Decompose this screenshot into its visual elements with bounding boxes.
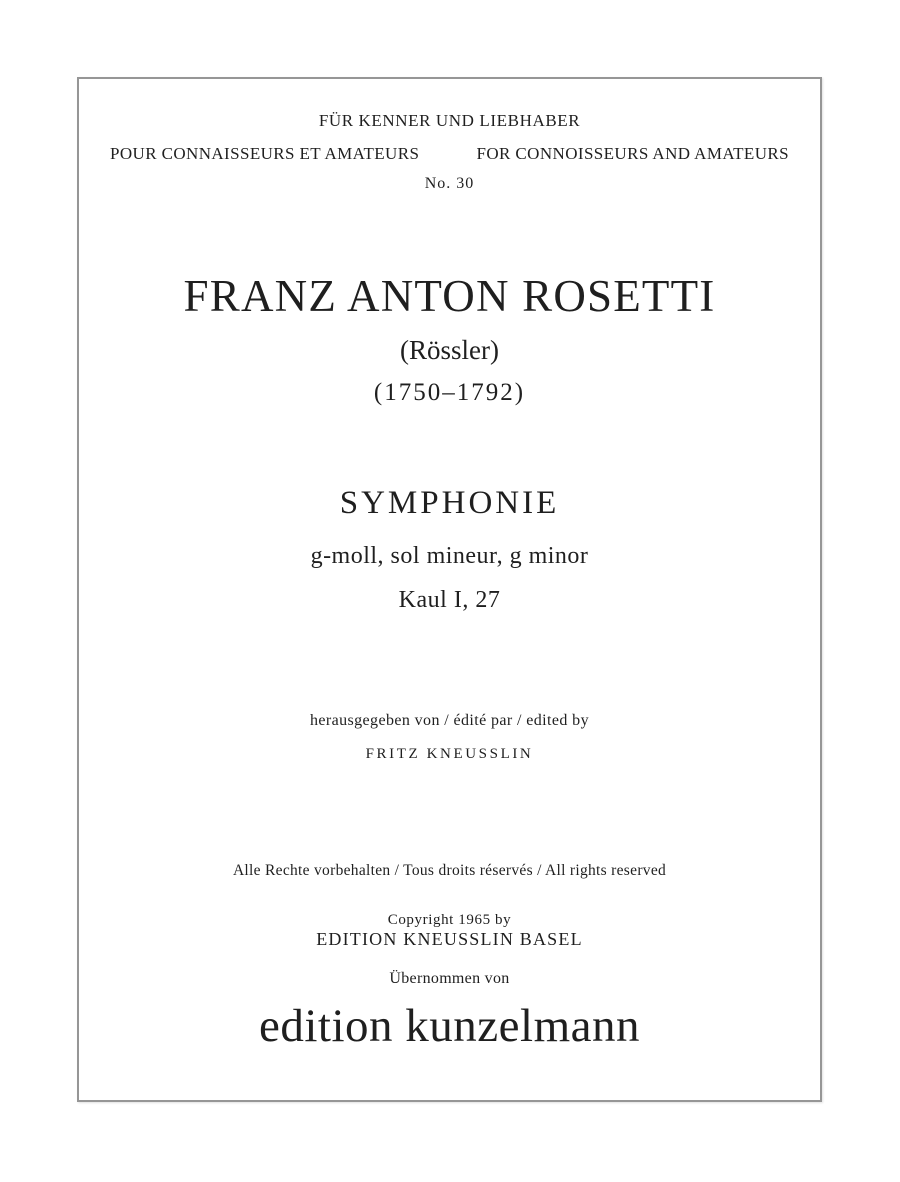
work-key: g-moll, sol mineur, g minor bbox=[310, 543, 589, 569]
series-title-french: POUR CONNAISSEURS ET AMATEURS bbox=[110, 144, 420, 163]
rights-reserved-line: Alle Rechte vorbehalten / Tous droits réservés / All rights reserved bbox=[232, 862, 667, 879]
editor-credit-label: herausgegeben von / édité par / edited by bbox=[310, 712, 589, 729]
composer-alternate-name: (Rössler) bbox=[400, 335, 499, 365]
series-title-row bbox=[79, 144, 820, 164]
imprint-logo-text: edition kunzelmann bbox=[259, 1000, 640, 1052]
publisher-name: EDITION KNEUSSLIN BASEL bbox=[316, 929, 583, 949]
series-title-german: FÜR KENNER UND LIEBHABER bbox=[318, 111, 581, 130]
work-title: SYMPHONIE bbox=[339, 485, 560, 521]
editor-name: FRITZ KNEUSSLIN bbox=[365, 746, 534, 762]
composer-life-dates: (1750–1792) bbox=[373, 379, 526, 406]
series-number: No. 30 bbox=[424, 175, 475, 192]
composer-name: FRANZ ANTON ROSETTI bbox=[183, 271, 716, 321]
copyright-line: Copyright 1965 by bbox=[387, 912, 512, 928]
transfer-label: Übernommen von bbox=[389, 970, 510, 987]
series-title-english: FOR CONNOISSEURS AND AMATEURS bbox=[476, 144, 789, 163]
work-catalog-number: Kaul I, 27 bbox=[398, 587, 501, 613]
